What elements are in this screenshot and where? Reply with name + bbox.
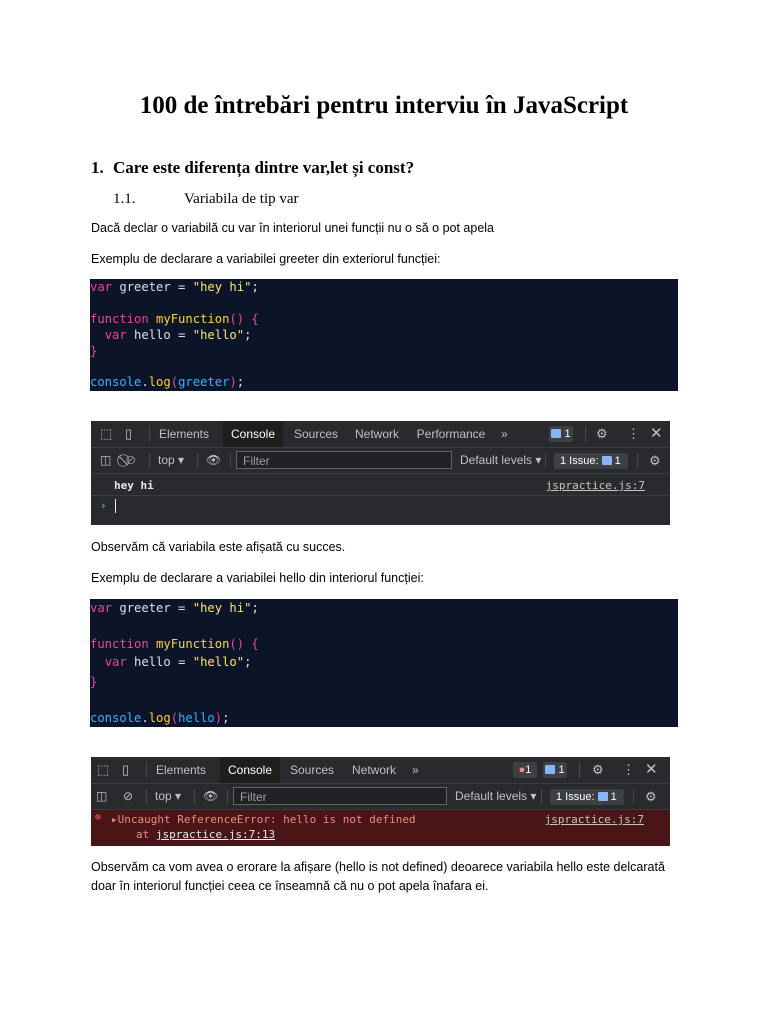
error-stack-link[interactable]: jspractice.js:7:13: [155, 828, 276, 841]
log-levels-select[interactable]: Default levels ▾: [455, 789, 537, 803]
message-icon: [602, 456, 612, 465]
divider: [633, 789, 634, 804]
tab-sources[interactable]: Sources: [289, 763, 335, 777]
filter-input[interactable]: Filter: [236, 451, 452, 469]
tab-elements[interactable]: Elements: [155, 763, 207, 777]
context-select[interactable]: top ▾: [158, 453, 185, 467]
log-source-link[interactable]: jspractice.js:7: [545, 479, 645, 492]
kebab-menu-icon[interactable]: ⋮: [627, 426, 640, 441]
eye-icon[interactable]: 👁: [203, 789, 219, 803]
issues-button[interactable]: 1 Issue: 1: [550, 789, 624, 805]
messages-badge[interactable]: 1: [543, 762, 567, 778]
code-line: function myFunction() {: [90, 637, 259, 651]
tab-console[interactable]: Console: [220, 757, 280, 783]
subsection-heading-text: Variabila de tip var: [184, 191, 299, 207]
more-tabs-icon[interactable]: »: [501, 427, 508, 441]
devtools-tabbar: [91, 757, 670, 784]
error-text: ▸Uncaught ReferenceError: hello is not defined: [111, 813, 416, 826]
divider: [149, 453, 150, 468]
tab-network[interactable]: Network: [351, 763, 396, 777]
error-source-link[interactable]: jspractice.js:7: [544, 813, 644, 826]
divider: [197, 453, 198, 468]
errors-badge[interactable]: ●1: [513, 762, 537, 778]
log-text: hey hi: [114, 479, 154, 492]
inspect-icon[interactable]: ⬚: [100, 426, 113, 441]
paragraph: Exemplu de declarare a variabilei greeter din exteriorul funcției:: [91, 252, 441, 266]
divider: [579, 762, 580, 778]
code-line: }: [90, 675, 98, 689]
divider: [146, 789, 147, 804]
section-number: 1.: [91, 158, 104, 177]
subsection-heading: [113, 191, 299, 208]
error-stack: at jspractice.js:7:13: [136, 828, 276, 841]
gear-icon[interactable]: ⚙: [596, 426, 608, 441]
tab-sources[interactable]: Sources: [293, 427, 339, 441]
device-toolbar-icon[interactable]: ▯: [122, 762, 130, 777]
code-line: var greeter = "hey hi";: [90, 601, 259, 615]
kebab-menu-icon[interactable]: ⋮: [622, 762, 635, 777]
divider: [637, 453, 638, 468]
code-line: console.log(greeter);: [90, 375, 245, 389]
divider: [194, 789, 195, 804]
code-line: console.log(hello);: [90, 711, 230, 725]
sidebar-toggle-icon[interactable]: ◫: [100, 453, 112, 467]
divider: [149, 426, 150, 442]
code-line: }: [90, 344, 98, 358]
gear-icon[interactable]: ⚙: [645, 789, 657, 804]
filter-input[interactable]: Filter: [233, 787, 447, 805]
paragraph: Exemplu de declarare a variabilei hello din interiorul funcției:: [91, 571, 424, 585]
code-block: [90, 599, 678, 727]
error-icon: ⊗: [95, 812, 102, 823]
divider: [541, 789, 542, 804]
console-toolbar: [91, 448, 670, 474]
error-icon: ●: [518, 764, 526, 776]
issues-button[interactable]: 1 Issue: 1: [554, 453, 628, 469]
messages-badge[interactable]: 1: [549, 426, 573, 442]
log-levels-select[interactable]: Default levels ▾: [460, 453, 542, 467]
page-title: 100 de întrebări pentru interviu în JavaScript: [139, 92, 629, 119]
paragraph-line: Observăm ca vom avea o erorare la afișare (hello is not defined) deoarece variabila hello este delcarată: [91, 860, 665, 874]
prompt-chevron-icon: ›: [100, 499, 107, 512]
divider: [230, 453, 231, 468]
divider: [146, 762, 147, 778]
sidebar-toggle-icon[interactable]: ◫: [96, 789, 108, 803]
section-heading: [91, 158, 414, 178]
devtools-tabbar: [91, 421, 670, 448]
console-error-row: [91, 810, 670, 846]
console-log-row: [91, 477, 670, 496]
console-prompt[interactable]: [91, 496, 670, 516]
code-line: var hello = "hello";: [104, 655, 252, 669]
paragraph: [91, 858, 691, 896]
code-line: var hello = "hello";: [104, 328, 252, 342]
console-toolbar: [91, 784, 670, 810]
close-icon[interactable]: ✕: [645, 761, 658, 778]
tab-performance[interactable]: Performance: [416, 427, 486, 441]
code-line: function myFunction() {: [90, 312, 259, 326]
devtools-panel: [91, 421, 670, 525]
devtools-panel: [91, 757, 670, 846]
device-toolbar-icon[interactable]: ▯: [125, 426, 133, 441]
divider: [585, 426, 586, 442]
eye-icon[interactable]: 👁: [206, 453, 222, 467]
paragraph: Observăm că variabila este afișată cu succes.: [91, 540, 346, 554]
subsection-number: 1.1.: [113, 191, 136, 207]
close-icon[interactable]: ✕: [650, 425, 663, 442]
paragraph-line: doar în interiorul funcției ceea ce înseamnă că nu o pot apela înafara ei.: [91, 879, 489, 893]
code-line: var greeter = "hey hi";: [90, 280, 259, 294]
inspect-icon[interactable]: ⬚: [97, 762, 110, 777]
text-cursor: [115, 499, 116, 513]
paragraph: Dacă declar o variabilă cu var în interiorul unei funcții nu o să o pot apela: [91, 221, 495, 235]
clear-console-icon[interactable]: ⃠⊘: [126, 453, 136, 467]
message-icon: [598, 792, 608, 801]
gear-icon[interactable]: ⚙: [592, 762, 604, 777]
tab-console[interactable]: Console: [223, 421, 283, 447]
message-icon: [545, 765, 555, 774]
code-block: [90, 279, 678, 391]
clear-console-icon[interactable]: ⊘: [123, 789, 134, 803]
tab-elements[interactable]: Elements: [158, 427, 210, 441]
context-select[interactable]: top ▾: [155, 789, 182, 803]
more-tabs-icon[interactable]: »: [412, 763, 419, 777]
divider: [545, 453, 546, 468]
divider: [227, 789, 228, 804]
section-heading-text: Care este diferența dintre var,let și const?: [113, 158, 415, 177]
tab-network[interactable]: Network: [354, 427, 399, 441]
gear-icon[interactable]: ⚙: [649, 453, 661, 468]
message-icon: [551, 429, 561, 438]
